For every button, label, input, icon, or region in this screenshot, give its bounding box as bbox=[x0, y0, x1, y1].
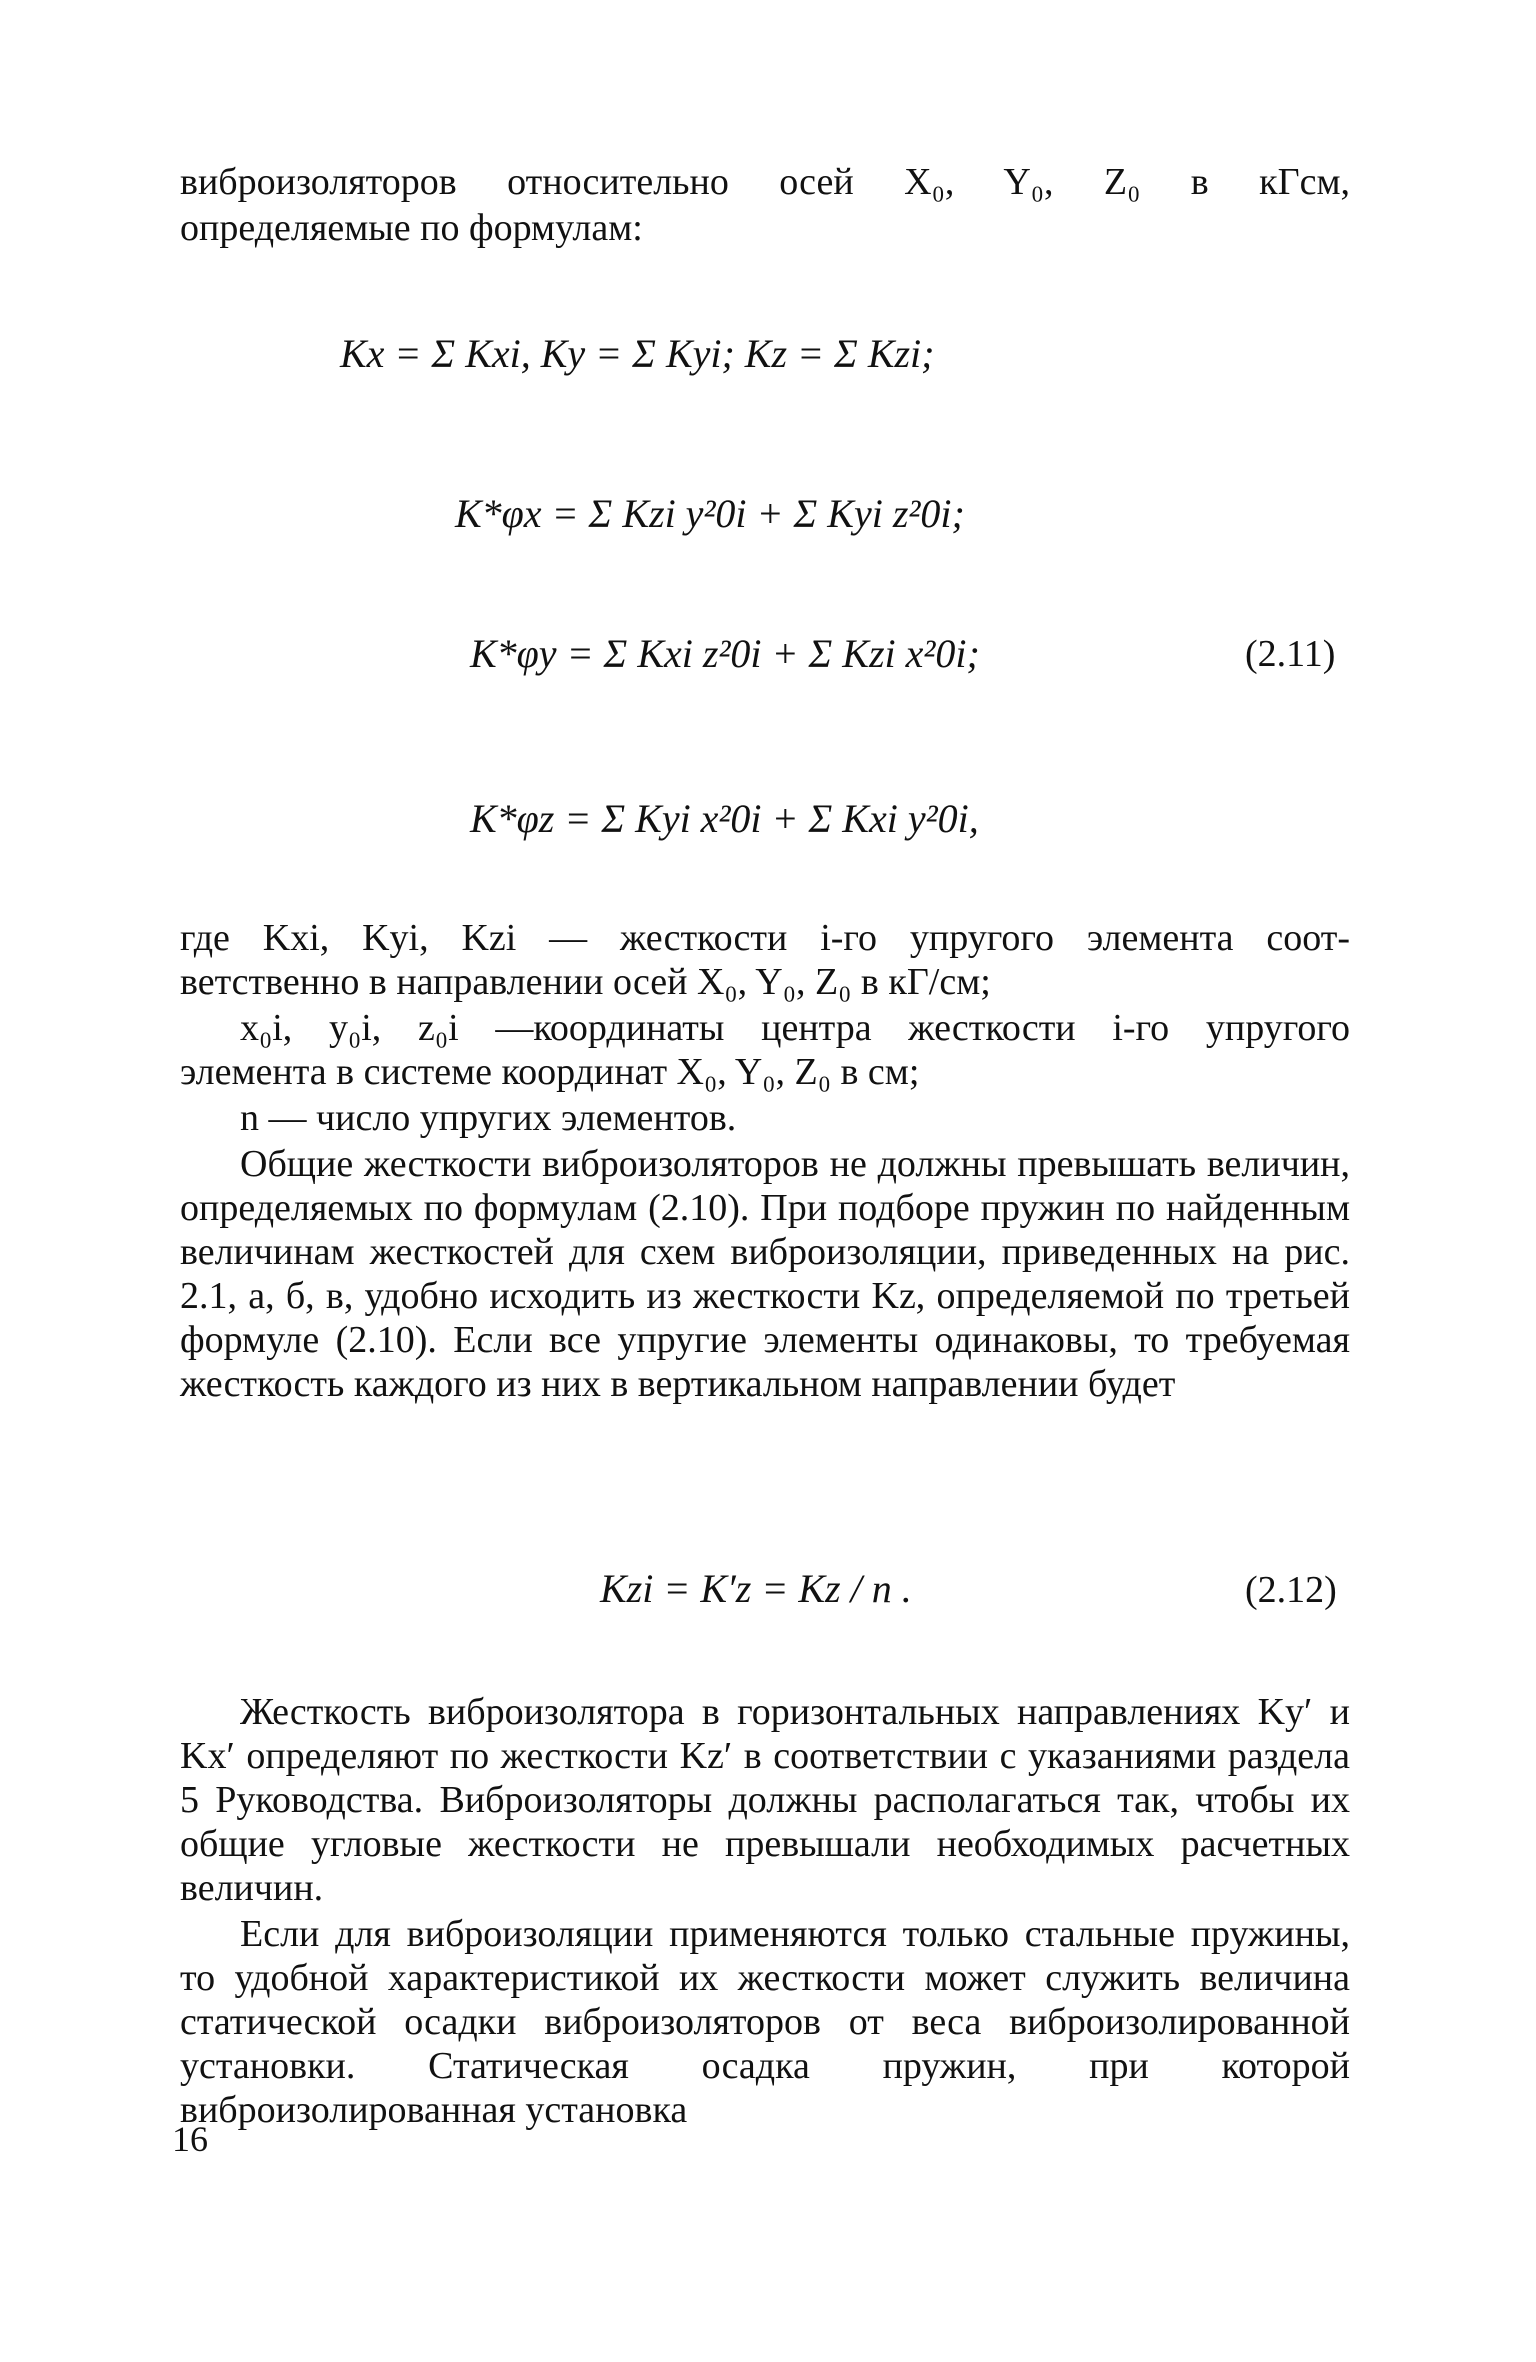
intro-line-2: определяемые по формулам: bbox=[180, 207, 643, 249]
intro-line-1: виброизоляторов относительно осей X₀, Y₀, Z₀ в кГсм, bbox=[180, 161, 1350, 203]
formula-text: K*φx = Σ Kzi y²0i + Σ Kyi z²0i; bbox=[455, 491, 965, 536]
where-line-2: ветственно в направлении осей X₀, Y₀, Z₀ в кГ/см; bbox=[180, 961, 991, 1003]
formula-text: Kx = Σ Kxi, Ky = Σ Kyi; Kz = Σ Kzi; bbox=[340, 331, 935, 376]
equation-number-2-12: (2.12) bbox=[1245, 1569, 1337, 1611]
where-line-1: где Kxi, Kyi, Kzi — жесткости i-го упругого элемента соот- bbox=[180, 917, 1350, 959]
formula-text: K*φy = Σ Kxi z²0i + Σ Kzi x²0i; bbox=[470, 631, 980, 676]
formula-text: Kzi = K′z = Kz / n . bbox=[600, 1566, 912, 1611]
where-line-3: x₀i, y₀i, z₀i —координаты центра жесткости i-го упругого bbox=[240, 1007, 1350, 1049]
where-line-5: n — число упругих элементов. bbox=[240, 1097, 737, 1139]
formula-text: K*φz = Σ Kyi x²0i + Σ Kxi y²0i, bbox=[470, 796, 979, 841]
formula-angular-y bbox=[470, 630, 980, 677]
paragraph-general-stiffness: Общие жесткости виброизоляторов не должны превышать величин, определяемых по формулам (2.10). При подборе пружин по найденным величинам жесткостей для схем виброизоляции, приведенных на рис. 2.1, а, б, в, удобно исходить из жесткости Kz, определяемой по третьей формуле (2.10). Если все упругие элементы одинаковы, то требуемая жесткость каждого из них в вертикальном направлении будет bbox=[180, 1143, 1350, 1405]
formula-stiffness-per-element bbox=[600, 1565, 912, 1612]
formula-stiffness-sums bbox=[340, 330, 935, 377]
formula-angular-z bbox=[470, 795, 979, 842]
page-number: 16 bbox=[172, 2119, 208, 2159]
paragraph-horizontal-stiffness: Жесткость виброизолятора в горизонтальных направлениях Ky′ и Kx′ определяют по жесткости Kz′ в соответствии с указаниями раздела 5 Руководства. Виброизоляторы должны располагаться так, чтобы их общие угловые жесткости не превышали необходимых расчетных величин. bbox=[180, 1691, 1350, 1909]
equation-number-2-11: (2.11) bbox=[1245, 633, 1336, 675]
formula-angular-x bbox=[455, 490, 965, 537]
paragraph-steel-springs: Если для виброизоляции применяются только стальные пружины, то удобной характеристикой их жесткости может служить величина статической осадки виброизоляторов от веса виброизолированной установки. Статическая осадка пружин, при которой виброизолированная установка bbox=[180, 1913, 1350, 2131]
where-line-4: элемента в системе координат X₀, Y₀, Z₀ в см; bbox=[180, 1051, 920, 1093]
